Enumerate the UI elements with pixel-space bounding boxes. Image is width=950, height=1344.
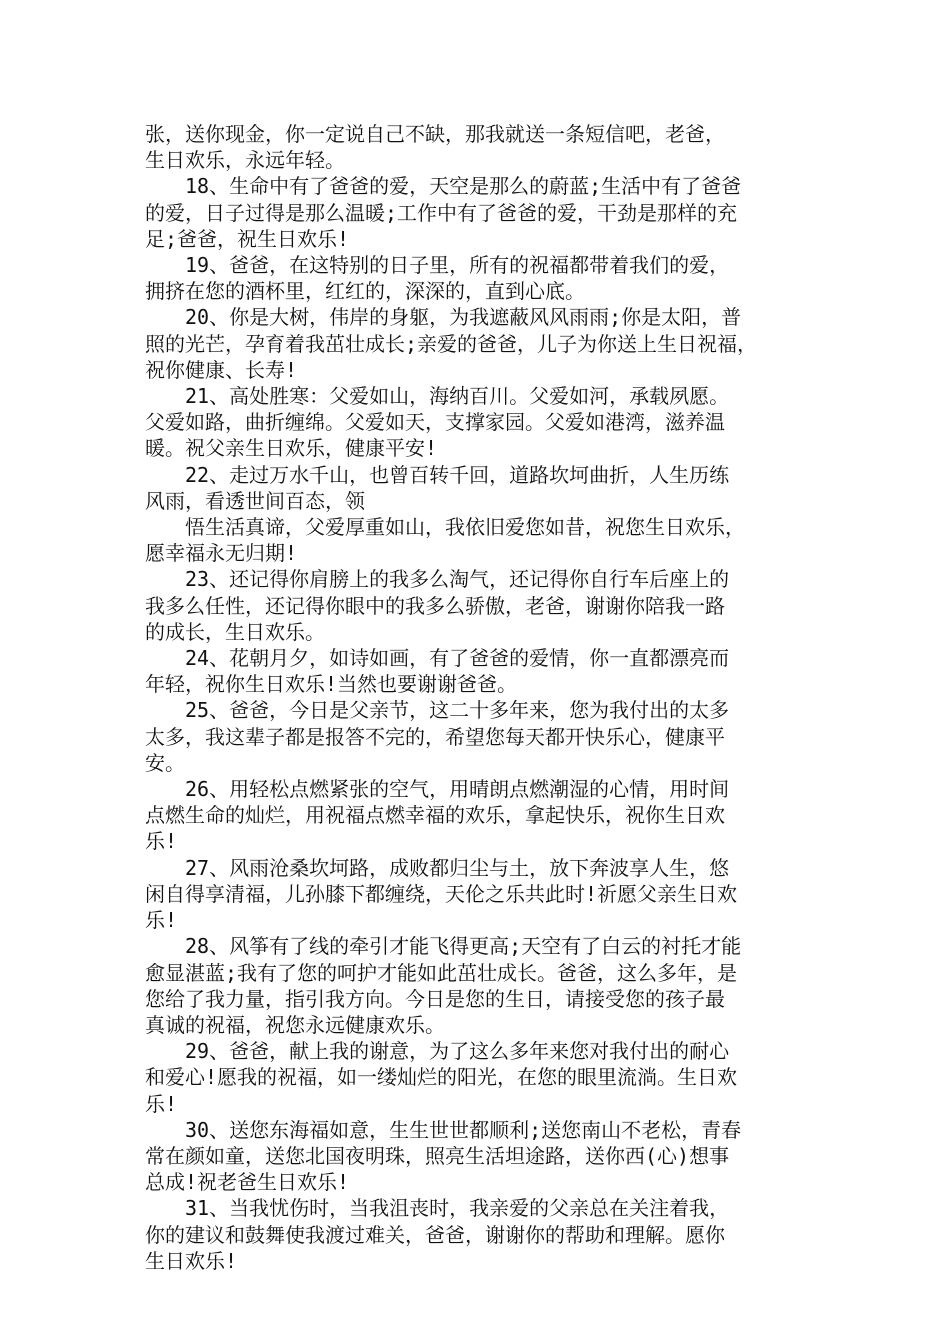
paragraph-25: 25、爸爸，今日是父亲节，这二十多年来，您为我付出的太多 太多，我这辈子都是报答不完的，希望您每天都开快乐心，健康平 安。 (145, 698, 730, 775)
paragraph-22-continuation: 悟生活真谛，父爱厚重如山，我依旧爱您如昔，祝您生日欢乐， 愿幸福永无归期! (145, 515, 745, 566)
paragraph-31: 31、当我忧伤时，当我沮丧时，我亲爱的父亲总在关注着我， 你的建议和鼓舞使我渡过难关，爸爸，谢谢你的帮助和理解。愿你 生日欢乐! (145, 1196, 730, 1273)
paragraph-21: 21、高处胜寒：父爱如山，海纳百川。父爱如河，承载夙愿。 父爱如路，曲折缠绵。父爱如天，支撑家园。父爱如港湾，滋养温 暖。祝父亲生日欢乐，健康平安! (145, 384, 730, 461)
paragraph-27: 27、风雨沧桑坎坷路，成败都归尘与土，放下奔波享人生，悠 闲自得享清福，儿孙膝下都缠绕，天伦之乐共此时!祈愿父亲生日欢 乐! (145, 855, 738, 933)
paragraph-30: 30、送您东海福如意，生生世世都顺利;送您南山不老松，青春 常在颜如童，送您北国夜明珠，照亮生活坦途路，送你西(心)想事 总成!祝老爸生日欢乐! (145, 1117, 742, 1195)
paragraph-22: 22、走过万水千山，也曾百转千回，道路坎坷曲折，人生历练 风雨，看透世间百态，领 (145, 462, 730, 513)
paragraph-24: 24、花朝月夕，如诗如画，有了爸爸的爱情，你一直都漂亮而 年轻，祝你生日欢乐!当然也要谢谢爸爸。 (145, 646, 730, 697)
paragraph-18: 18、生命中有了爸爸的爱，天空是那么的蔚蓝;生活中有了爸爸 的爱，日子过得是那么温暖;工作中有了爸爸的爱，干劲是那样的充 足;爸爸，祝生日欢乐! (145, 174, 742, 251)
document-body (145, 121, 825, 1274)
paragraph-29: 29、爸爸，献上我的谢意，为了这么多年来您对我付出的耐心 和爱心!愿我的祝福，如一缕灿烂的阳光，在您的眼里流淌。生日欢 乐! (145, 1039, 738, 1116)
paragraph-19: 19、爸爸，在这特别的日子里，所有的祝福都带着我们的爱， 拥挤在您的酒杯里，红红的，深深的，直到心底。 (145, 253, 730, 304)
paragraph-23: 23、还记得你肩膀上的我多么淘气，还记得你自行车后座上的 我多么任性，还记得你眼中的我多么骄傲，老爸，谢谢你陪我一路 的成长，生日欢乐。 (145, 567, 730, 644)
paragraph-continuation: 张，送你现金，你一定说自己不缺，那我就送一条短信吧，老爸， 生日欢乐，永远年轻。 (145, 122, 725, 173)
paragraph-20: 20、你是大树，伟岸的身躯，为我遮蔽风风雨雨;你是太阳，普 照的光芒，孕育着我茁壮成长;亲爱的爸爸，儿子为你送上生日祝福， 祝你健康、长寿! (145, 305, 758, 382)
paragraph-28: 28、风筝有了线的牵引才能飞得更高;天空有了白云的衬托才能 愈显湛蓝;我有了您的呵护才能如此茁壮成长。爸爸，这么多年，是 您给了我力量，指引我方向。今日是您的生日，请接受您的孩子最 真诚的祝福，祝您永远健康欢乐。 (145, 934, 742, 1037)
paragraph-26: 26、用轻松点燃紧张的空气，用晴朗点燃潮湿的心情，用时间 点燃生命的灿烂，用祝福点燃幸福的欢乐，拿起快乐，祝你生日欢 乐! (145, 777, 730, 854)
